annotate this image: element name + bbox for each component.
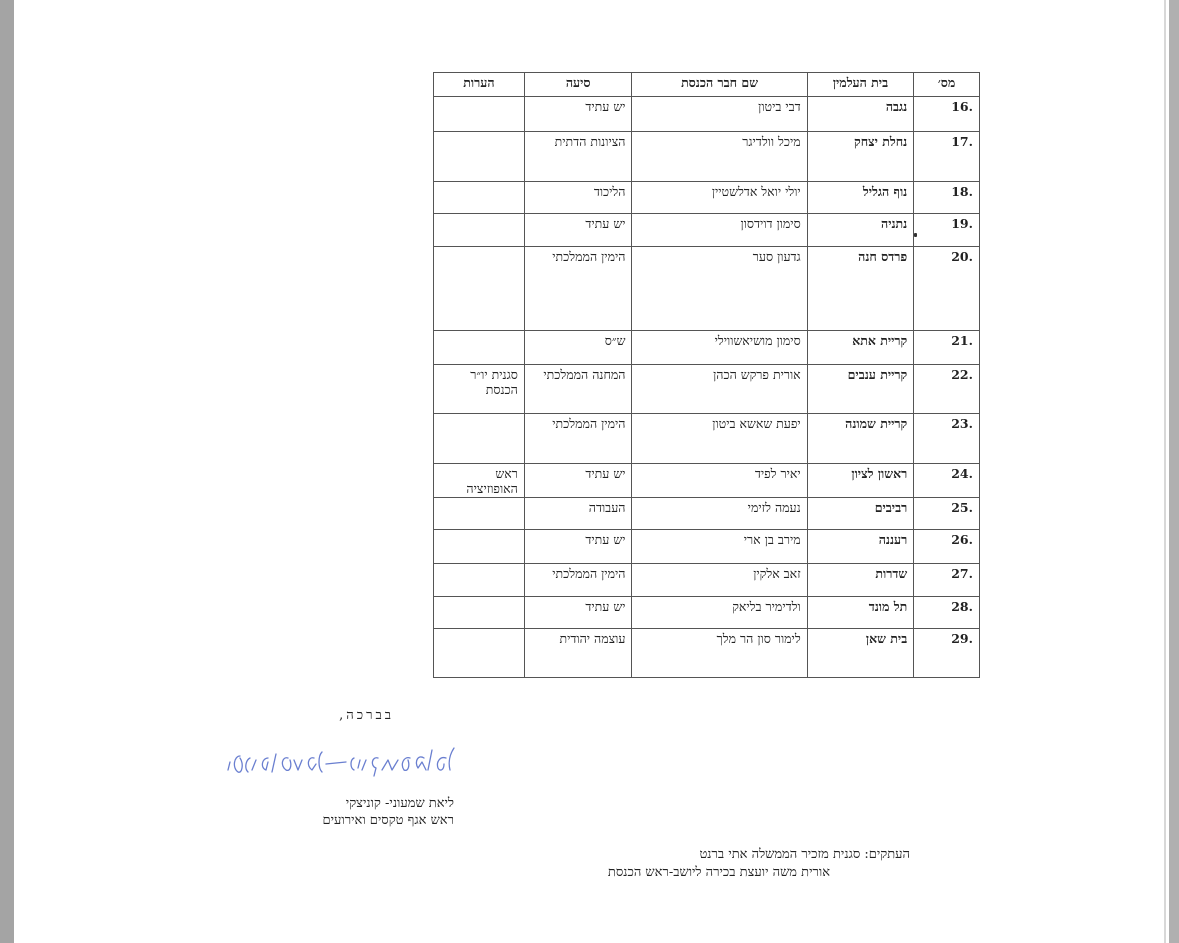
- signatory-role: ראש אגף טקסים ואירועים: [322, 813, 454, 828]
- table-row: [434, 597, 980, 629]
- table-row: [434, 530, 980, 564]
- row-number: .16: [914, 97, 980, 132]
- closing-blessing: בברכה,: [339, 708, 394, 723]
- row-party: יש עתיד: [524, 597, 632, 629]
- row-number: .27: [914, 564, 980, 597]
- row-notes: [434, 498, 525, 530]
- row-mk-name: יאיר לפיד: [632, 464, 807, 498]
- row-notes: [434, 331, 525, 365]
- row-cemetery: נוף הגליל: [807, 182, 914, 214]
- row-mk-name: מיכל וולדיגר: [632, 132, 807, 182]
- row-party: ש״ס: [524, 331, 632, 365]
- row-cemetery: נחלת יצחק: [807, 132, 914, 182]
- table-header-row: [434, 73, 980, 97]
- row-mk-name: ולדימיר בליאק: [632, 597, 807, 629]
- row-mk-name: זאב אלקין: [632, 564, 807, 597]
- row-notes: [434, 530, 525, 564]
- row-party: הימין הממלכתי: [524, 564, 632, 597]
- table-row: [434, 414, 980, 464]
- scan-mark: [914, 233, 917, 237]
- row-cemetery: תל מונד: [807, 597, 914, 629]
- row-mk-name: סימון דוידסון: [632, 214, 807, 247]
- row-party: יש עתיד: [524, 464, 632, 498]
- row-notes: ראש האופוזיציה: [434, 464, 525, 498]
- row-notes: [434, 214, 525, 247]
- row-mk-name: לימור סון הר מלך: [632, 629, 807, 678]
- row-notes: [434, 629, 525, 678]
- handwritten-signature: [222, 740, 460, 782]
- table-row: [434, 132, 980, 182]
- page-surround-right: [1169, 0, 1179, 943]
- row-notes: [434, 247, 525, 331]
- table-row: [434, 564, 980, 597]
- row-notes: [434, 97, 525, 132]
- row-cemetery: נגבה: [807, 97, 914, 132]
- row-number: .29: [914, 629, 980, 678]
- table-row: [434, 498, 980, 530]
- row-cemetery: פרדס חנה: [807, 247, 914, 331]
- row-notes: [434, 414, 525, 464]
- row-mk-name: גדעון סער: [632, 247, 807, 331]
- row-cemetery: נתניה: [807, 214, 914, 247]
- row-mk-name: מירב בן ארי: [632, 530, 807, 564]
- row-cemetery: קריית שמונה: [807, 414, 914, 464]
- row-number: .23: [914, 414, 980, 464]
- row-mk-name: סימון מושיאשווילי: [632, 331, 807, 365]
- signatory-name: ליאת שמעוני- קוניצקי: [345, 796, 454, 811]
- row-number: .25: [914, 498, 980, 530]
- svg-text:ליאת שמעוני -קוניצקי: ליאת שמעוני -קוניצקי: [336, 778, 346, 779]
- table-row: [434, 182, 980, 214]
- row-cemetery: בית שאן: [807, 629, 914, 678]
- row-notes: [434, 597, 525, 629]
- row-number: .24: [914, 464, 980, 498]
- table-row: [434, 247, 980, 331]
- row-number: .17: [914, 132, 980, 182]
- row-mk-name: אורית פרקש הכהן: [632, 365, 807, 414]
- row-cemetery: קריית אתא: [807, 331, 914, 365]
- row-notes: [434, 132, 525, 182]
- page-edge-line: [1164, 0, 1166, 943]
- row-cemetery: ראשון לציון: [807, 464, 914, 498]
- row-number: .18: [914, 182, 980, 214]
- table-row: [434, 331, 980, 365]
- table-row: [434, 464, 980, 498]
- row-notes: [434, 182, 525, 214]
- row-party: הימין הממלכתי: [524, 414, 632, 464]
- row-party: עוצמה יהודית: [524, 629, 632, 678]
- row-party: יש עתיד: [524, 97, 632, 132]
- row-number: .28: [914, 597, 980, 629]
- row-cemetery: רביבים: [807, 498, 914, 530]
- table-row: [434, 629, 980, 678]
- row-cemetery: שדרות: [807, 564, 914, 597]
- header-cemetery: בית העלמין: [807, 73, 914, 97]
- row-number: .19: [914, 214, 980, 247]
- row-party: הימין הממלכתי: [524, 247, 632, 331]
- row-party: הציונות הדתית: [524, 132, 632, 182]
- row-mk-name: יולי יואל אדלשטיין: [632, 182, 807, 214]
- row-notes: סגנית יו״ר הכנסת: [434, 365, 525, 414]
- page-surround-left: [0, 0, 14, 943]
- row-notes: [434, 564, 525, 597]
- row-cemetery: קריית ענבים: [807, 365, 914, 414]
- row-party: המחנה הממלכתי: [524, 365, 632, 414]
- row-party: יש עתיד: [524, 214, 632, 247]
- table-row: [434, 97, 980, 132]
- row-number: .21: [914, 331, 980, 365]
- copies-line-1: העתקים: סגנית מזכיר הממשלה אתי ברנט: [699, 847, 910, 862]
- row-cemetery: רעננה: [807, 530, 914, 564]
- header-number: מס׳: [914, 73, 980, 97]
- row-number: .20: [914, 247, 980, 331]
- row-party: יש עתיד: [524, 530, 632, 564]
- row-number: .22: [914, 365, 980, 414]
- header-party: סיעה: [524, 73, 632, 97]
- row-mk-name: דבי ביטון: [632, 97, 807, 132]
- row-mk-name: יפעת שאשא ביטון: [632, 414, 807, 464]
- table-row: [434, 214, 980, 247]
- row-number: .26: [914, 530, 980, 564]
- table-row: [434, 365, 980, 414]
- memorial-assignments-table: [433, 72, 980, 678]
- header-mk-name: שם חבר הכנסת: [632, 73, 807, 97]
- row-mk-name: נעמה לזימי: [632, 498, 807, 530]
- row-party: העבודה: [524, 498, 632, 530]
- copies-line-2: אורית משה יועצת בכירה ליושב-ראש הכנסת: [607, 865, 830, 880]
- header-notes: הערות: [434, 73, 525, 97]
- row-party: הליכוד: [524, 182, 632, 214]
